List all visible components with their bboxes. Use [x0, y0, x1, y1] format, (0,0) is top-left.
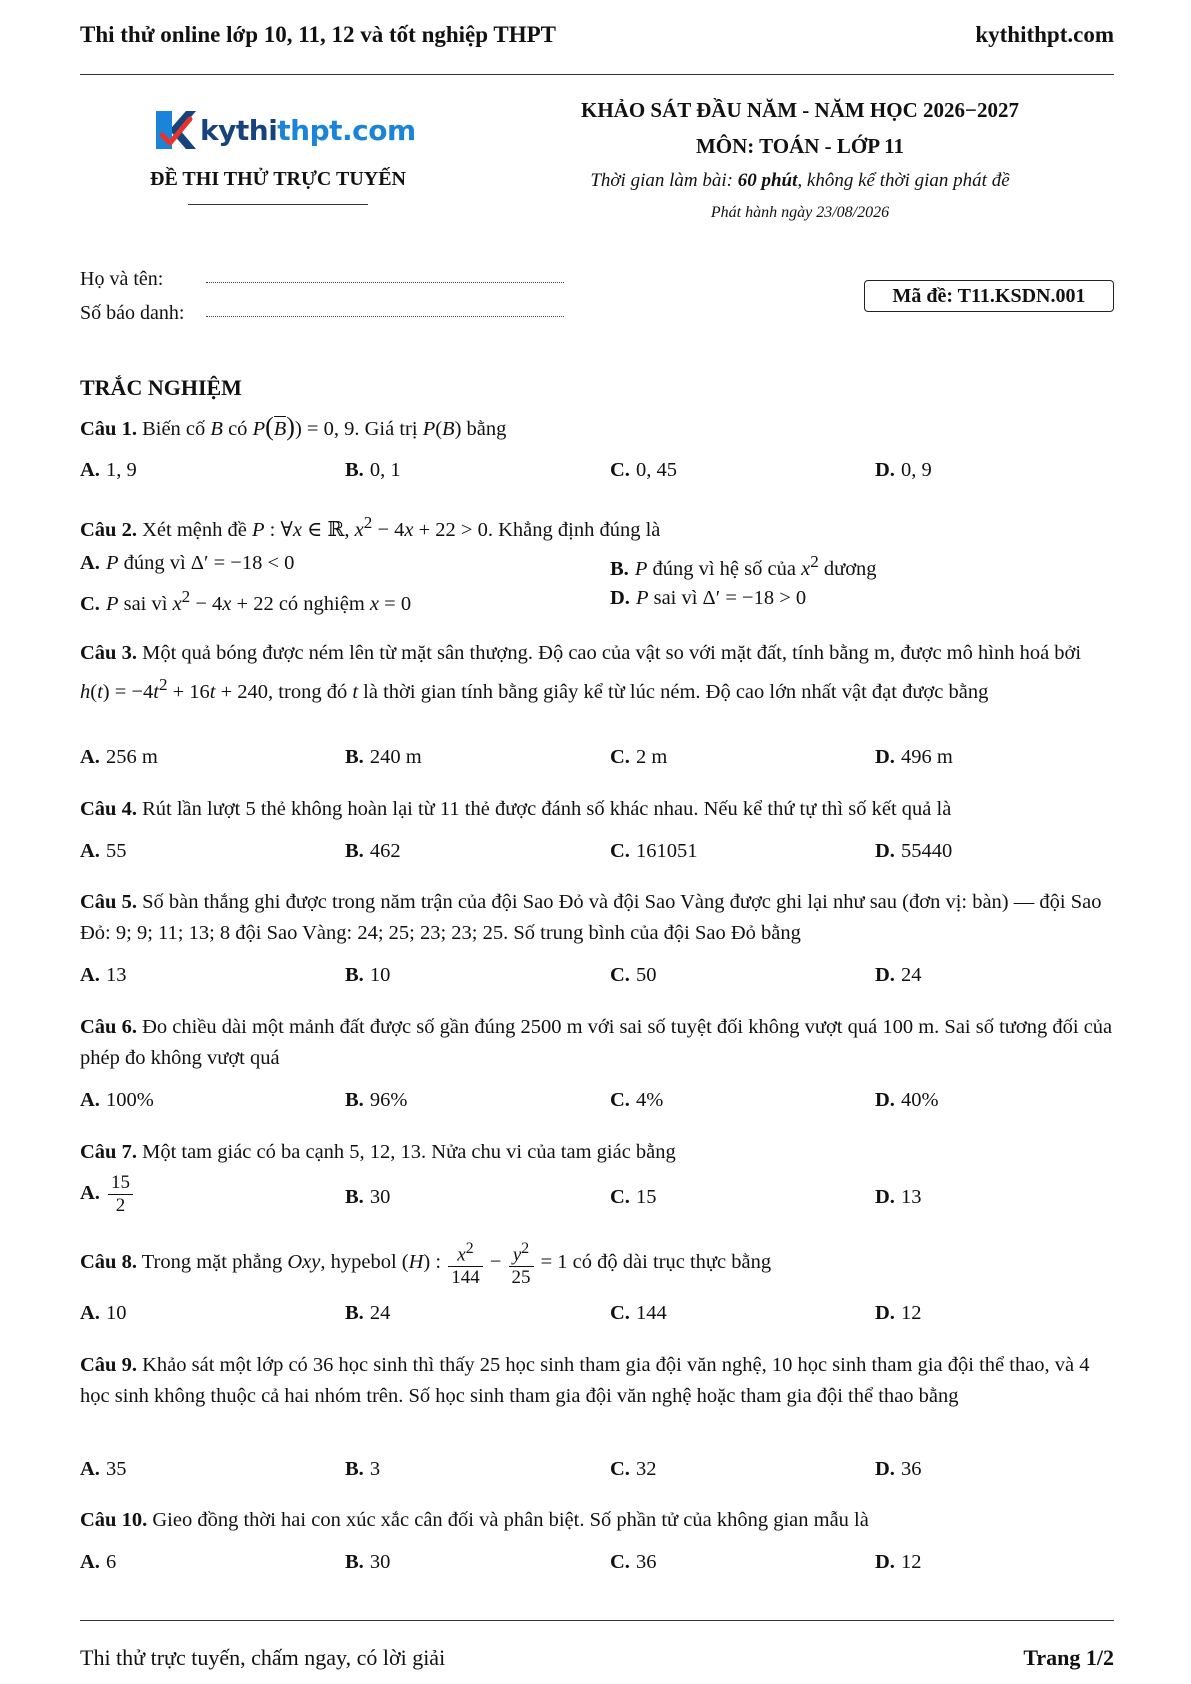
question-1-options	[80, 459, 1120, 491]
option-d[interactable]: D. 36	[875, 1458, 922, 1480]
question-8-options	[80, 1302, 1120, 1334]
option-d[interactable]: D. 13	[875, 1186, 922, 1208]
subtitle-underline	[188, 204, 368, 205]
option-c[interactable]: C. 2 m	[610, 746, 668, 768]
option-c[interactable]: C. 15	[610, 1186, 657, 1208]
question-2-options-row2	[80, 587, 1120, 619]
question-7-options	[80, 1172, 1120, 1228]
option-d[interactable]: D. 0, 9	[875, 459, 932, 481]
page-number: Trang 1/2	[1023, 1645, 1114, 1670]
question-8: Câu 8. Trong mặt phẳng Oxy, hypebol (H) : $\frac{x^2}{144}$ − $\frac{y^2}{25}$ = 1 có độ dài trục thực bằng	[80, 1239, 772, 1288]
option-a[interactable]: A. P đúng vì Δ′ = −18 < 0	[80, 552, 295, 574]
question-10-options	[80, 1551, 1120, 1583]
option-b[interactable]: B. 24	[345, 1302, 391, 1324]
option-c[interactable]: C. 36	[610, 1551, 657, 1573]
option-d[interactable]: D. 12	[875, 1302, 922, 1324]
option-a[interactable]: A. 6	[80, 1551, 117, 1573]
fraction-y: $\frac{y^2}{25}$	[509, 1238, 534, 1289]
option-b[interactable]: B. 10	[345, 964, 391, 986]
question-7: Câu 7. Một tam giác có ba cạnh 5, 12, 13. Nửa chu vi của tam giác bằng	[80, 1141, 676, 1163]
option-b[interactable]: B. 240 m	[345, 746, 422, 768]
question-5-options	[80, 964, 1120, 996]
question-9: Câu 9. Khảo sát một lớp có 36 học sinh thì thấy 25 học sinh tham gia đội văn nghệ, 10 học sinh tham gia đội thể thao, và 4 học sinh không thuộc cả hai nhóm trên. Số học sinh tham gia đội văn nghệ hoặc tham gia đội thể thao bằng	[80, 1354, 1090, 1407]
question-6: Câu 6. Đo chiều dài một mảnh đất được số gần đúng 2500 m với sai số tuyệt đối không vượt quá 100 m. Sai số tương đối của phép đo không vượt quá	[80, 1016, 1113, 1069]
option-c[interactable]: C. 50	[610, 964, 657, 986]
question-2: Câu 2. Xét mệnh đề P : ∀x ∈ ℝ, $x^2 - 4x + 22 > 0$. Khẳng định đúng là	[80, 513, 661, 541]
question-4-options	[80, 840, 1120, 872]
question-10: Câu 10. Gieo đồng thời hai con xúc xắc cân đối và phân biệt. Số phần tử của không gian mẫu là	[80, 1509, 869, 1531]
name-input-line[interactable]	[206, 282, 564, 283]
option-d[interactable]: D. 40%	[875, 1089, 939, 1111]
option-c[interactable]: C. 32	[610, 1458, 657, 1480]
option-c[interactable]: C. 4%	[610, 1089, 664, 1111]
exam-subject: MÔN: TOÁN - LỚP 11	[695, 134, 905, 158]
option-c[interactable]: C. P sai vì $x^2 - 4x + 22$ có nghiệm x = 0	[80, 587, 412, 615]
site-url[interactable]: kythithpt.com	[975, 22, 1114, 47]
option-a[interactable]: A. $\frac{15}{2}$	[80, 1172, 135, 1217]
option-b[interactable]: B. P đúng vì hệ số của $x^2$ dương	[610, 552, 877, 580]
site-tagline: Thi thử online lớp 10, 11, 12 và tốt nghiệp THPT	[80, 22, 556, 47]
option-d[interactable]: D. 24	[875, 964, 922, 986]
option-a[interactable]: A. 55	[80, 840, 127, 862]
header-divider	[80, 74, 1114, 75]
section-title: TRẮC NGHIỆM	[80, 375, 242, 400]
option-a[interactable]: A. 10	[80, 1302, 127, 1324]
exam-title: KHẢO SÁT ĐẦU NĂM - NĂM HỌC 2026−2027	[581, 98, 1019, 122]
footer-tagline: Thi thử trực tuyến, chấm ngay, có lời giải	[80, 1645, 446, 1670]
option-b[interactable]: B. 96%	[345, 1089, 408, 1111]
question-3-options	[80, 746, 1120, 778]
option-a[interactable]: A. 13	[80, 964, 127, 986]
exam-release-date: Phát hành ngày 23/08/2026	[710, 204, 890, 221]
option-d[interactable]: D. 55440	[875, 840, 953, 862]
fraction: $\frac{15}{2}$	[108, 1172, 133, 1217]
logo-k-icon	[150, 105, 198, 155]
question-2-options-row1	[80, 552, 1120, 584]
footer-divider	[80, 1620, 1114, 1621]
question-4: Câu 4. Rút lần lượt 5 thẻ không hoàn lại từ 11 thẻ được đánh số khác nhau. Nếu kể thứ tự thì số kết quả là	[80, 798, 952, 820]
logo-text: kythithpt.com	[200, 113, 416, 147]
name-label: Họ và tên:	[80, 268, 164, 290]
option-b[interactable]: B. 30	[345, 1551, 391, 1573]
option-c[interactable]: C. 161051	[610, 840, 698, 862]
question-3: Câu 3. Một quả bóng được ném lên từ mặt sân thượng. Độ cao của vật so với mặt đất, tính bằng m, được mô hình hoá bởi $h(t) = -4t^2 + 16t + 240$, trong đó t là thời gian tính bằng giây kể từ lúc ném. Độ cao lớn nhất vật đạt được bằng	[80, 642, 1082, 703]
option-a[interactable]: A. 1, 9	[80, 459, 137, 481]
logo	[150, 102, 430, 158]
id-input-line[interactable]	[206, 316, 564, 317]
question-1: Câu 1. Biến cố B có P(B)) = 0, 9. Giá trị P(B) bằng	[80, 412, 507, 441]
id-label: Số báo danh:	[80, 302, 185, 324]
option-b[interactable]: B. 462	[345, 840, 401, 862]
question-9-options	[80, 1458, 1120, 1490]
option-b[interactable]: B. 30	[345, 1186, 391, 1208]
option-c[interactable]: C. 144	[610, 1302, 667, 1324]
option-b[interactable]: B. 3	[345, 1458, 381, 1480]
option-a[interactable]: A. 256 m	[80, 746, 158, 768]
fraction-x: $\frac{x^2}{144}$	[448, 1238, 483, 1289]
question-5: Câu 5. Số bàn thắng ghi được trong năm trận của đội Sao Đỏ và đội Sao Vàng được ghi lại như sau (đơn vị: bàn) — đội Sao Đỏ: 9; 9; 11; 13; 8 đội Sao Vàng: 24; 25; 23; 23; 25. Số trung bình của đội Sao Đỏ bằng	[80, 891, 1102, 944]
exam-type-label: ĐỀ THI THỬ TRỰC TUYẾN	[150, 168, 406, 190]
option-b[interactable]: B. 0, 1	[345, 459, 401, 481]
exam-code-box: Mã đề: T11.KSDN.001	[864, 280, 1114, 312]
exam-duration: Thời gian làm bài: 60 phút, không kể thời gian phát đề	[590, 170, 1010, 191]
question-6-options	[80, 1089, 1120, 1121]
option-a[interactable]: A. 100%	[80, 1089, 154, 1111]
option-d[interactable]: D. 496 m	[875, 746, 953, 768]
option-d[interactable]: D. P sai vì Δ′ = −18 > 0	[610, 587, 807, 609]
option-d[interactable]: D. 12	[875, 1551, 922, 1573]
option-c[interactable]: C. 0, 45	[610, 459, 677, 481]
option-a[interactable]: A. 35	[80, 1458, 127, 1480]
